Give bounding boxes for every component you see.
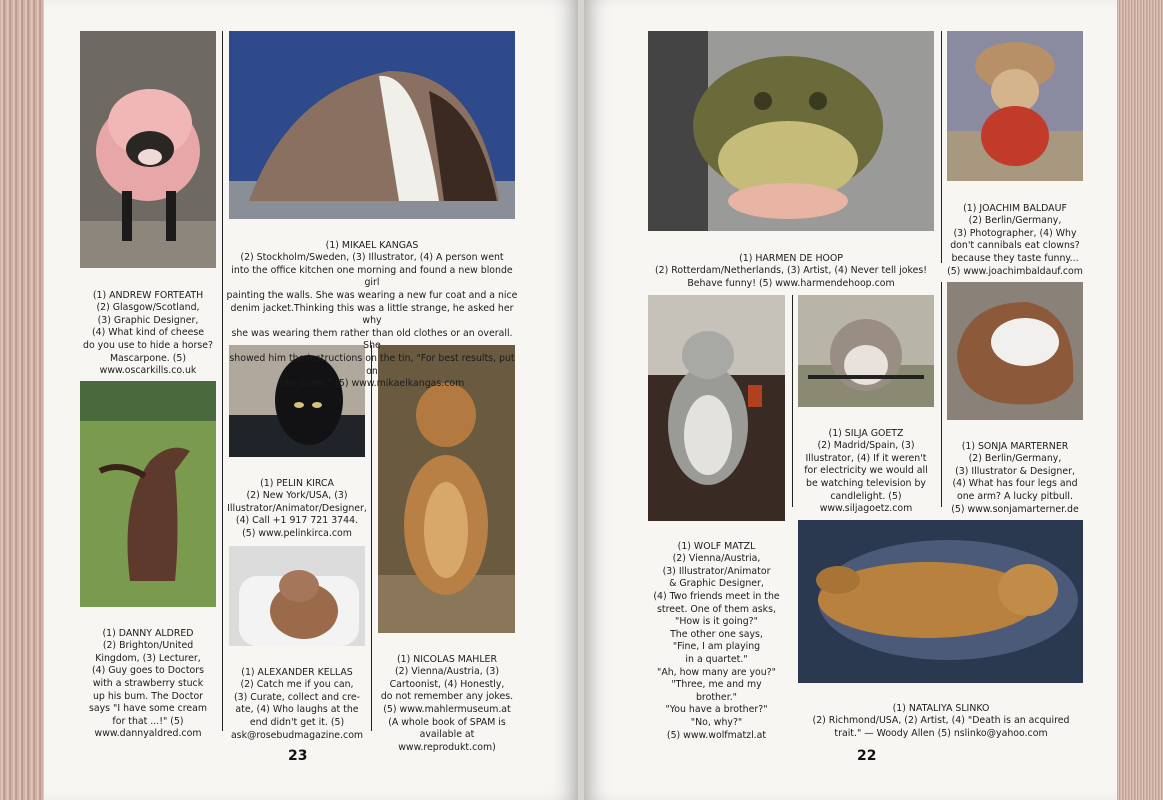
photo-anteater-standing bbox=[80, 381, 216, 607]
contributor-name: (1) DANNY ALDRED bbox=[102, 627, 194, 639]
contributor-bio: (2) Brighton/United Kingdom, (3) Lecturer, (4) Guy goes to Doctors with a strawberry stuck up his bum. The Doctor says "I have some cream for that ...!" (5) www.dannyaldred.com bbox=[88, 640, 208, 740]
contributor-name: (1) NATALIYA SLINKO bbox=[892, 702, 990, 714]
contributor-name: (1) ALEXANDER KELLAS bbox=[241, 666, 353, 678]
contributor-bio: (2) Glasgow/Scotland, (3) Graphic Designer, (4) What kind of cheese do you use to hide a horse? Mascarpone. (5) www.oscarkills.co.uk bbox=[83, 302, 213, 377]
contributor-name: (1) PELIN KIRCA bbox=[260, 477, 334, 489]
caption-andrew-forteath bbox=[76, 277, 220, 378]
photo-frog-in-hand bbox=[648, 31, 934, 231]
contributor-bio: (2) Stockholm/Sweden, (3) Illustrator, (4) A person went into the office kitchen one morning and found a new blonde girl painting the walls. She was wearing a new fur coat and a nice denim jacket.Thinking this was a little strange, he asked her why she was wearing them rather than old clothes or an overall. She showed him the instructions on the tin, "For best results, put on two coats." (5) www.mikaelkangas.com bbox=[226, 252, 518, 390]
contributor-name: (1) ANDREW FORTEATH bbox=[92, 289, 204, 301]
contributor-bio: (2) Richmond/USA, (2) Artist, (4) "Death is an acquired trait." — Woody Allen (5) nslinko@yahoo.com bbox=[812, 715, 1070, 739]
page-number-left: 23 bbox=[288, 748, 308, 764]
caption-pelin-kirca bbox=[226, 465, 368, 541]
book-page-edges-right bbox=[1113, 0, 1163, 800]
photo-pig-costume-dog bbox=[80, 31, 216, 268]
contributor-name: (1) SONJA MARTERNER bbox=[961, 440, 1069, 452]
caption-danny-aldred bbox=[76, 615, 220, 741]
contributor-bio: (2) Vienna/Austria, (3) Cartoonist, (4) Honestly, do not remember any jokes. (5) www.mahlermuseum.at (A whole book of SPAM is available at www.reprodukt.com) bbox=[380, 666, 514, 753]
contributor-name: (1) MIKAEL KANGAS bbox=[325, 239, 419, 251]
column-divider bbox=[792, 295, 793, 507]
contributor-name: (1) HARMEN DE HOOP bbox=[739, 252, 843, 264]
contributor-name: (1) JOACHIM BALDAUF bbox=[963, 202, 1067, 214]
contributor-name: (1) NICOLAS MAHLER bbox=[397, 653, 497, 665]
contributor-name: (1) SILJA GOETZ bbox=[828, 427, 904, 439]
caption-wolf-matzl bbox=[645, 528, 788, 742]
photo-kitten-in-slipper bbox=[947, 282, 1083, 420]
caption-nicolas-mahler bbox=[372, 641, 522, 754]
caption-alexander-kellas bbox=[226, 654, 368, 742]
caption-silja-goetz bbox=[795, 415, 937, 516]
contributor-bio: (2) Rotterdam/Netherlands, (3) Artist, (4) Never tell jokes! Behave funny! (5) www.harmendehoop.com bbox=[655, 265, 927, 289]
contributor-bio: (2) Berlin/Germany, (3) Illustrator & Designer, (4) What has four legs and one arm? A lucky pitbull. (5) www.sonjamarterner.de bbox=[951, 453, 1079, 515]
contributor-bio: (2) Madrid/Spain, (3) Illustrator, (4) If it weren't for electricity we would all be watching television by candlelight. (5) www.siljagoetz.com bbox=[804, 440, 928, 515]
photo-lemur-on-couch bbox=[648, 295, 785, 521]
caption-mikael-kangas bbox=[224, 227, 520, 391]
contributor-name: (1) WOLF MATZL bbox=[677, 540, 756, 552]
caption-sonja-marterner bbox=[944, 428, 1086, 516]
photo-puppy-sleeping bbox=[798, 520, 1083, 683]
photo-cat-in-sink bbox=[229, 546, 365, 646]
column-divider bbox=[941, 282, 942, 507]
photo-squirrel-on-fence bbox=[798, 295, 934, 407]
column-divider bbox=[222, 31, 223, 731]
column-divider bbox=[941, 31, 942, 263]
caption-nataliya-slinko bbox=[796, 690, 1086, 740]
photo-long-haired-guinea-pig bbox=[229, 31, 515, 219]
contributor-bio: (2) Catch me if you can, (3) Curate, collect and cre- ate, (4) Who laughs at the end didn't get it. (5) ask@rosebudmagazine.com bbox=[230, 679, 364, 741]
photo-chihuahua-costume bbox=[947, 31, 1083, 181]
contributor-bio: (2) Vienna/Austria, (3) Illustrator/Animator & Graphic Designer, (4) Two friends meet in the street. One of them asks, "How is it going?" The other one says, "Fine, I am playing in a quartet." "Ah, how many are you?" "Three, me and my brother." "You have a brother?" "No, why?" (5) www.wolfmatzl.at bbox=[653, 553, 780, 741]
contributor-bio: (2) Berlin/Germany, (3) Photographer, (4) Why don't cannibals eat clowns? because they taste funny... (5) www.joachimbaldauf.com bbox=[947, 215, 1083, 277]
caption-harmen-de-hoop bbox=[648, 240, 934, 290]
contributor-bio: (2) New York/USA, (3) Illustrator/Animator/Designer, (4) Call +1 917 721 3744. (5) www.pelinkirca.com bbox=[227, 490, 367, 539]
caption-joachim-baldauf bbox=[944, 190, 1086, 278]
page-number-right: 22 bbox=[857, 748, 877, 764]
